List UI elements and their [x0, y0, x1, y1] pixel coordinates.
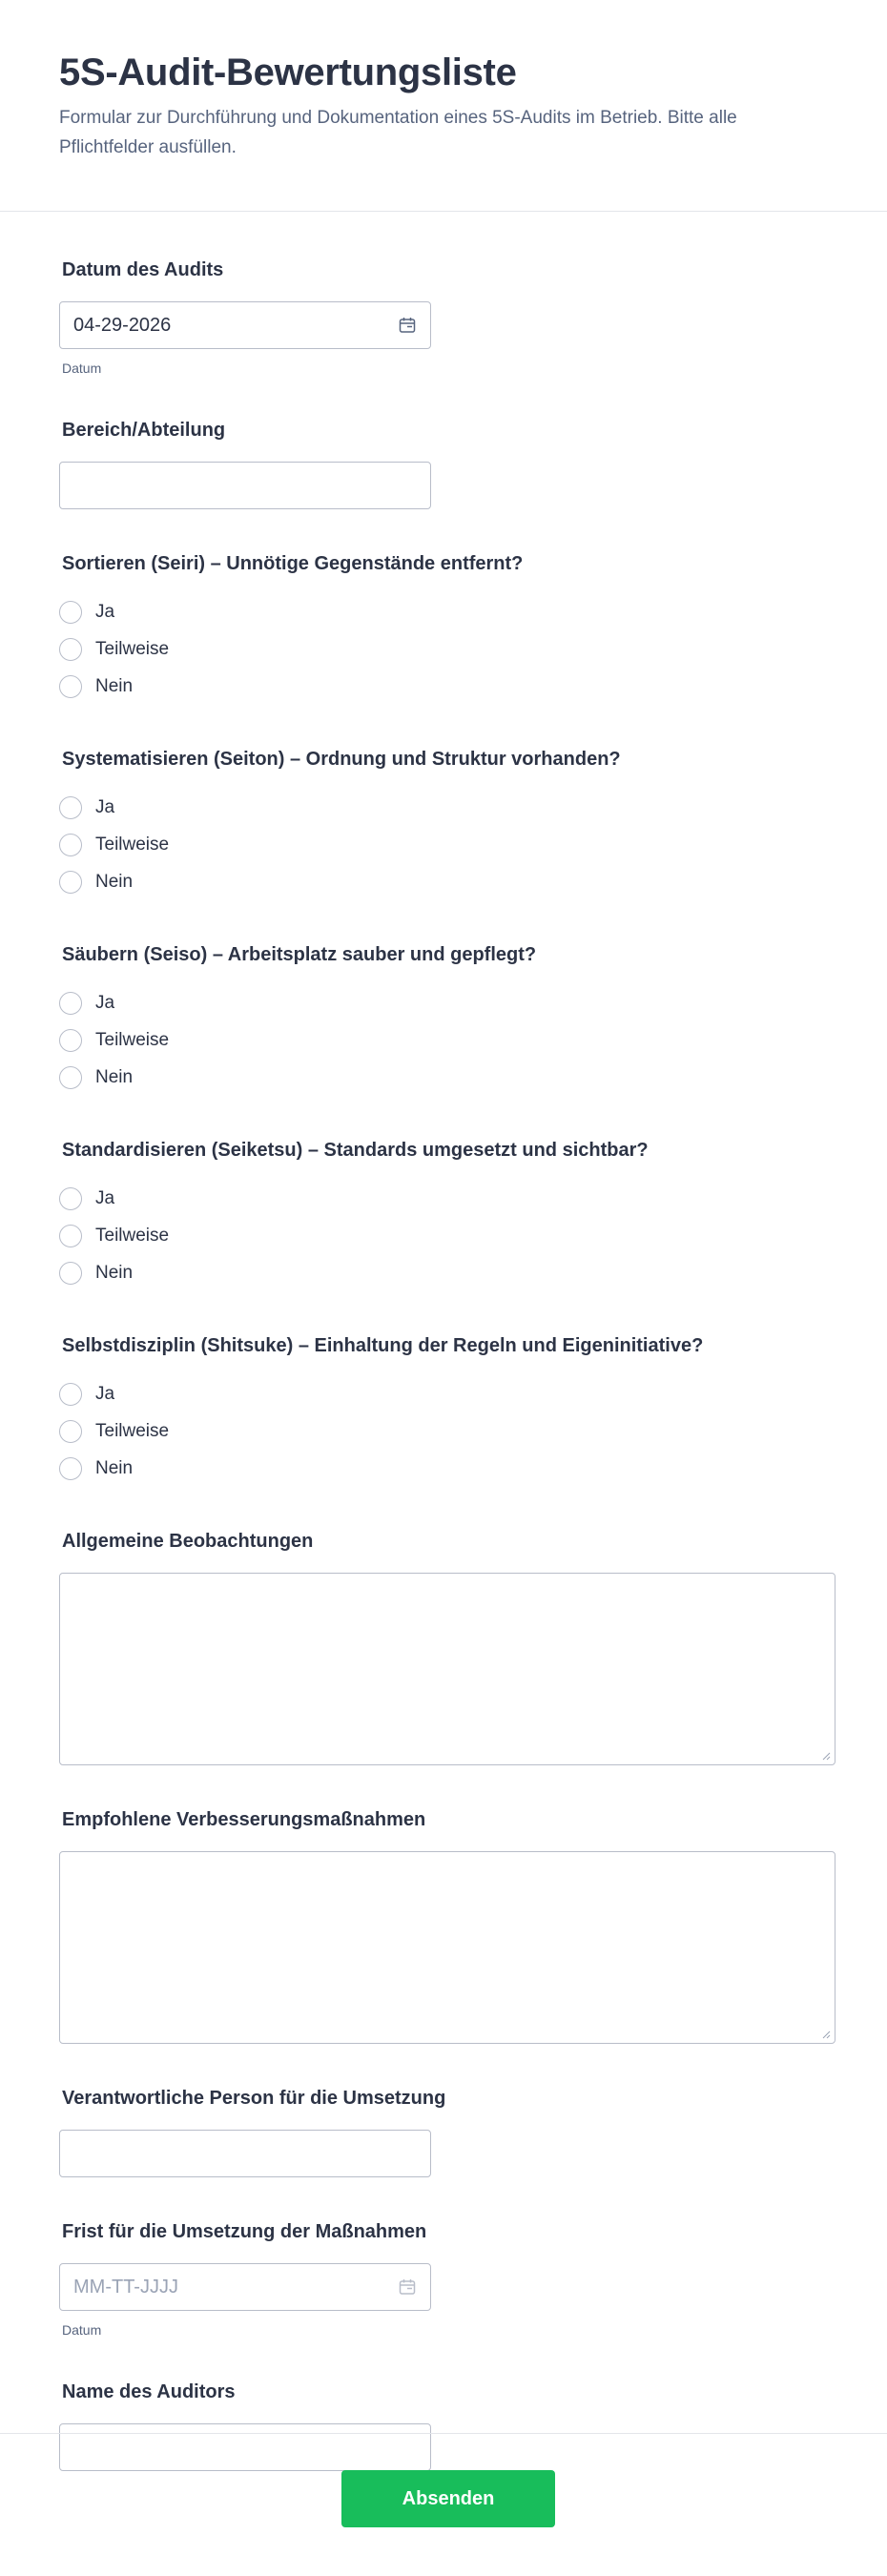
audit-date-field — [59, 258, 828, 376]
radio-option-ja[interactable] — [59, 984, 828, 1021]
shine-question-field — [59, 942, 828, 1096]
radio-option-ja[interactable] — [59, 1375, 828, 1412]
sustain-question-field — [59, 1333, 828, 1487]
audit-date-value: 04-29-2026 — [73, 314, 172, 336]
radio-option-teilweise[interactable] — [59, 826, 828, 863]
standardize-question-field — [59, 1138, 828, 1291]
systematize-question-label: Systematisieren (Seiton) – Ordnung und Struktur vorhanden? — [62, 749, 621, 770]
radio-circle[interactable] — [59, 1066, 82, 1089]
sustain-radio-group — [59, 1375, 828, 1487]
radio-option-nein[interactable] — [59, 1450, 828, 1487]
radio-option-ja[interactable] — [59, 593, 828, 630]
radio-option-teilweise[interactable] — [59, 630, 828, 668]
radio-label: Teilweise — [95, 638, 170, 659]
systematize-question-field — [59, 747, 828, 900]
radio-label: Nein — [95, 1262, 134, 1283]
radio-circle[interactable] — [59, 1225, 82, 1247]
radio-label: Nein — [95, 871, 134, 892]
radio-circle[interactable] — [59, 796, 82, 819]
deadline-input[interactable] — [59, 2263, 431, 2311]
improvements-field — [59, 1807, 828, 2044]
deadline-placeholder: MM-TT-JJJJ — [73, 2276, 178, 2298]
radio-circle[interactable] — [59, 1457, 82, 1480]
radio-circle[interactable] — [59, 834, 82, 856]
form-footer — [0, 2433, 887, 2576]
radio-option-teilweise[interactable] — [59, 1021, 828, 1059]
radio-option-nein[interactable] — [59, 1059, 828, 1096]
radio-label: Ja — [95, 1187, 115, 1208]
radio-label: Teilweise — [95, 1225, 170, 1246]
sort-question-field — [59, 551, 828, 705]
deadline-sublabel: Datum — [62, 2322, 102, 2338]
deadline-label: Frist für die Umsetzung der Maßnahmen — [62, 2221, 427, 2242]
resize-grip-icon[interactable] — [821, 2030, 831, 2039]
audit-date-sublabel: Datum — [62, 361, 102, 376]
page-description: Formular zur Durchführung und Dokumentation eines 5S-Audits im Betrieb. Bitte alle Pflichtfelder ausfüllen. — [59, 108, 737, 157]
deadline-field — [59, 2219, 828, 2338]
form-header — [0, 0, 887, 212]
form-body — [0, 212, 887, 2471]
radio-circle[interactable] — [59, 601, 82, 624]
radio-circle[interactable] — [59, 992, 82, 1015]
radio-option-teilweise[interactable] — [59, 1217, 828, 1254]
radio-option-nein[interactable] — [59, 1254, 828, 1291]
radio-circle[interactable] — [59, 638, 82, 661]
radio-circle[interactable] — [59, 871, 82, 894]
responsible-input[interactable] — [59, 2130, 431, 2177]
observations-textarea[interactable] — [59, 1573, 835, 1765]
radio-circle[interactable] — [59, 1262, 82, 1285]
radio-circle[interactable] — [59, 1383, 82, 1406]
radio-option-teilweise[interactable] — [59, 1412, 828, 1450]
observations-field — [59, 1529, 828, 1765]
auditor-label: Name des Auditors — [62, 2381, 236, 2402]
radio-circle[interactable] — [59, 1029, 82, 1052]
audit-date-label: Datum des Audits — [62, 259, 224, 280]
radio-label: Nein — [95, 1066, 134, 1087]
shine-radio-group — [59, 984, 828, 1096]
radio-circle[interactable] — [59, 1187, 82, 1210]
systematize-radio-group — [59, 789, 828, 900]
improvements-label: Empfohlene Verbesserungsmaßnahmen — [62, 1809, 426, 1830]
improvements-textarea[interactable] — [59, 1851, 835, 2044]
submit-button[interactable]: Absenden — [341, 2470, 555, 2527]
area-field — [59, 418, 828, 509]
radio-option-nein[interactable] — [59, 863, 828, 900]
observations-label: Allgemeine Beobachtungen — [62, 1531, 314, 1552]
radio-option-nein[interactable] — [59, 668, 828, 705]
page-title: 5S-Audit-Bewertungsliste — [59, 52, 517, 93]
sort-question-label: Sortieren (Seiri) – Unnötige Gegenstände entfernt? — [62, 553, 524, 574]
calendar-icon[interactable] — [398, 2277, 417, 2297]
shine-question-label: Säubern (Seiso) – Arbeitsplatz sauber und gepflegt? — [62, 944, 537, 965]
area-label: Bereich/Abteilung — [62, 420, 226, 441]
standardize-question-label: Standardisieren (Seiketsu) – Standards umgesetzt und sichtbar? — [62, 1140, 649, 1161]
calendar-icon[interactable] — [398, 316, 417, 335]
radio-label: Teilweise — [95, 834, 170, 855]
radio-label: Ja — [95, 992, 115, 1013]
radio-circle[interactable] — [59, 1420, 82, 1443]
responsible-field — [59, 2086, 828, 2177]
audit-date-input[interactable] — [59, 301, 431, 349]
radio-label: Ja — [95, 601, 115, 622]
responsible-label: Verantwortliche Person für die Umsetzung — [62, 2088, 446, 2109]
radio-label: Nein — [95, 675, 134, 696]
radio-option-ja[interactable] — [59, 1180, 828, 1217]
standardize-radio-group — [59, 1180, 828, 1291]
radio-label: Nein — [95, 1457, 134, 1478]
radio-label: Ja — [95, 796, 115, 817]
resize-grip-icon[interactable] — [821, 1751, 831, 1761]
radio-label: Teilweise — [95, 1420, 170, 1441]
sort-radio-group — [59, 593, 828, 705]
radio-label: Ja — [95, 1383, 115, 1404]
sustain-question-label: Selbstdisziplin (Shitsuke) – Einhaltung der Regeln und Eigeninitiative? — [62, 1335, 704, 1356]
radio-circle[interactable] — [59, 675, 82, 698]
radio-label: Teilweise — [95, 1029, 170, 1050]
area-input[interactable] — [59, 462, 431, 509]
radio-option-ja[interactable] — [59, 789, 828, 826]
